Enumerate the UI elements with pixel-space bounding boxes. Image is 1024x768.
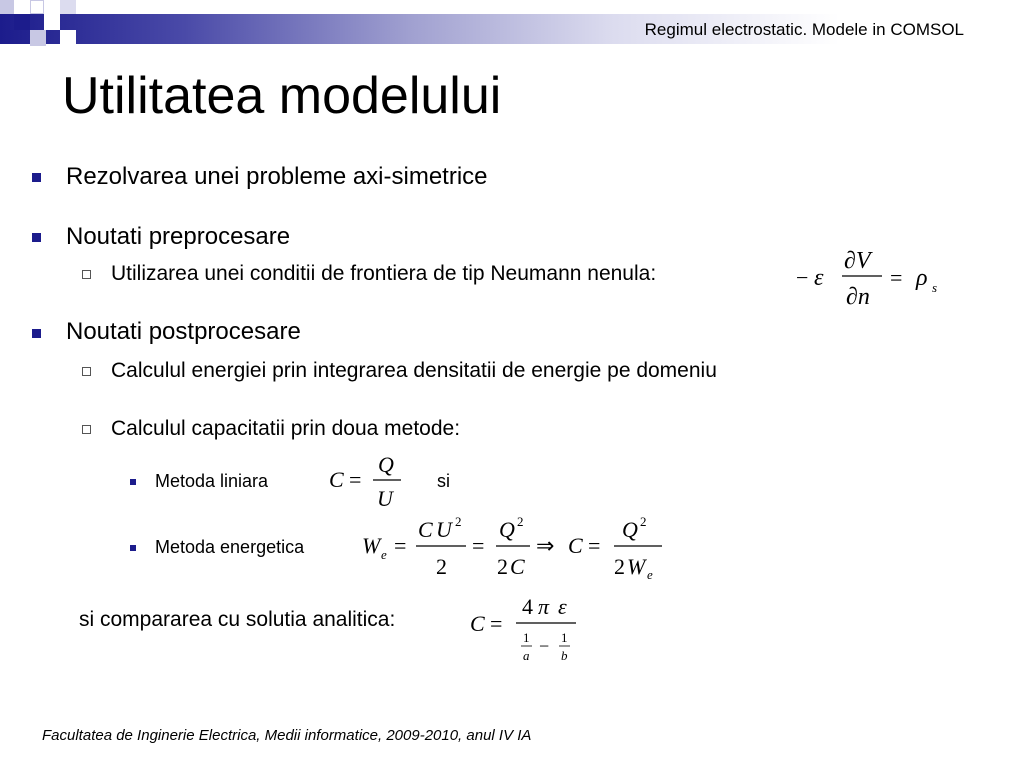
sub-bullet-marker — [82, 425, 91, 434]
svg-text:π: π — [538, 594, 550, 619]
svg-text:1: 1 — [561, 630, 568, 645]
sub-sub-bullet-text: Metoda energetica — [155, 537, 305, 557]
svg-text:2: 2 — [640, 514, 647, 529]
svg-text:U: U — [436, 517, 452, 542]
linear-method-suffix: si — [437, 471, 450, 491]
svg-text:C: C — [470, 611, 485, 636]
slide-title: Utilitatea modelului — [62, 67, 502, 125]
formula-neumann — [790, 238, 950, 318]
bullet-marker — [32, 329, 41, 338]
svg-text:Q: Q — [499, 517, 515, 542]
svg-text:2: 2 — [455, 514, 462, 529]
svg-text:2: 2 — [517, 514, 524, 529]
sub-bullet-text: Utilizarea unei conditii de frontiera de tip Neumann nenula: — [111, 262, 657, 285]
svg-text:U: U — [377, 486, 393, 511]
svg-text:2: 2 — [436, 554, 447, 579]
sub-sub-bullet-marker — [130, 545, 136, 551]
svg-text:e: e — [381, 547, 387, 562]
svg-text:2: 2 — [614, 554, 625, 579]
svg-text:⇒: ⇒ — [536, 533, 555, 558]
formula-energy — [358, 512, 668, 584]
svg-text:W: W — [627, 554, 646, 579]
svg-text:∂V: ∂V — [844, 248, 871, 274]
bullet-marker — [32, 233, 41, 242]
svg-text:−: − — [539, 636, 550, 656]
svg-text:ρ: ρ — [916, 265, 928, 291]
svg-text:C: C — [329, 467, 344, 492]
svg-text:=: = — [349, 467, 362, 492]
closing-text: si compararea cu solutia analitica: — [79, 608, 396, 631]
svg-text:Q: Q — [622, 517, 638, 542]
svg-text:=: = — [394, 533, 407, 558]
sub-bullet-text: Calculul energiei prin integrarea densitatii de energie pe domeniu — [111, 359, 717, 382]
svg-text:−: − — [796, 265, 809, 290]
svg-text:C: C — [510, 554, 525, 579]
svg-text:b: b — [561, 648, 568, 663]
formula-linear — [325, 448, 415, 518]
sub-bullet-marker — [82, 270, 91, 279]
svg-text:a: a — [523, 648, 530, 663]
sub-sub-bullet-text: Metoda liniara — [155, 471, 269, 491]
formula-analytic — [466, 590, 586, 668]
sub-sub-bullet-marker — [130, 479, 136, 485]
svg-text:2: 2 — [497, 554, 508, 579]
svg-text:ε: ε — [558, 594, 567, 619]
svg-text:s: s — [932, 280, 938, 295]
svg-text:C: C — [568, 533, 583, 558]
bullet-text: Noutati postprocesare — [66, 318, 301, 345]
svg-text:∂n: ∂n — [846, 284, 870, 310]
svg-text:C: C — [418, 517, 433, 542]
svg-text:ε: ε — [814, 265, 824, 291]
svg-text:Q: Q — [378, 452, 394, 477]
bullet-text: Noutati preprocesare — [66, 223, 291, 250]
svg-text:W: W — [362, 533, 381, 558]
svg-text:=: = — [472, 533, 485, 558]
bullet-marker — [32, 173, 41, 182]
bullet-text: Rezolvarea unei probleme axi-simetrice — [66, 163, 488, 190]
svg-text:e: e — [647, 567, 653, 582]
header-title: Regimul electrostatic. Modele in COMSOL — [644, 20, 964, 39]
sub-bullet-marker — [82, 367, 91, 376]
svg-text:=: = — [588, 533, 601, 558]
sub-bullet-text: Calculul capacitatii prin doua metode: — [111, 417, 461, 440]
footer-text: Facultatea de Inginerie Electrica, Medii informatice, 2009-2010, anul IV IA — [42, 727, 532, 744]
svg-text:=: = — [890, 265, 903, 290]
svg-text:4: 4 — [522, 594, 533, 619]
svg-text:=: = — [490, 611, 503, 636]
svg-text:1: 1 — [523, 630, 530, 645]
